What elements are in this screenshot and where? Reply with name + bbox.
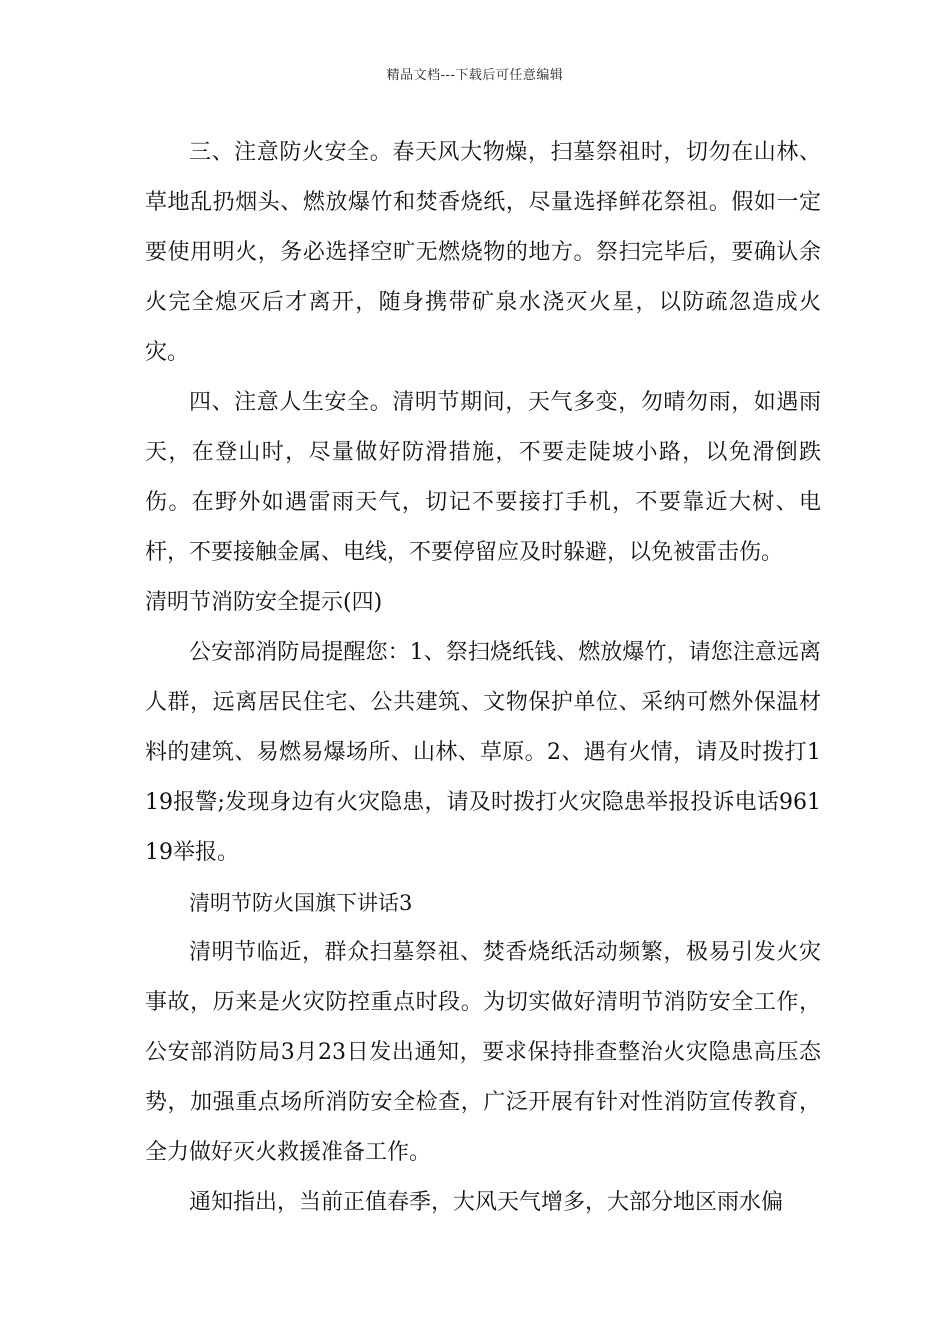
section-title-speech-3: 清明节防火国旗下讲话3 xyxy=(189,891,413,915)
paragraph-fire-bureau-reminder: 公安部消防局提醒您：1、祭扫烧纸钱、燃放爆竹，请您注意远离人群，远离居民住宅、公共建筑、文物保护单位、采纳可燃外保温材料的建筑、易燃易爆场所、山林、草原。2、遇有火情，请及时拨打119报警;发现身边有火灾隐患，请及时拨打火灾隐患举报投诉电话96119举报。 xyxy=(145,640,821,865)
paragraph-notice-points: 通知指出，当前正值春季，大风天气增多，大部分地区雨水偏 xyxy=(189,1190,784,1215)
section-title-tips-four: 清明节消防安全提示(四) xyxy=(145,590,383,615)
paragraph-notice-intro: 清明节临近，群众扫墓祭祖、焚香烧纸活动频繁，极易引发火灾事故，历来是火灾防控重点时段。为切实做好清明节消防安全工作，公安部消防局3月23日发出通知，要求保持排查整治火灾隐患高压态势，加强重点场所消防安全检查，广泛开展有针对性消防宣传教育，全力做好灭火救援准备工作。 xyxy=(145,940,821,1165)
paragraph-fire-safety: 三、注意防火安全。春天风大物燥，扫墓祭祖时，切勿在山林、草地乱扔烟头、燃放爆竹和焚香烧纸，尽量选择鲜花祭祖。假如一定要使用明火，务必选择空旷无燃烧物的地方。祭扫完毕后，要确认余火完全熄灭后才离开，随身携带矿泉水浇灭火星，以防疏忽造成火灾。 xyxy=(145,140,821,365)
paragraph-personal-safety: 四、注意人生安全。清明节期间，天气多变，勿晴勿雨，如遇雨天，在登山时，尽量做好防滑措施，不要走陡坡小路，以免滑倒跌伤。在野外如遇雷雨天气，切记不要接打手机，不要靠近大树、电杆，不要接触金属、电线，不要停留应及时躲避，以免被雷击伤。 xyxy=(145,390,821,565)
page-header: 精品文档---下载后可任意编辑 xyxy=(386,68,564,83)
document-body xyxy=(145,128,821,1228)
